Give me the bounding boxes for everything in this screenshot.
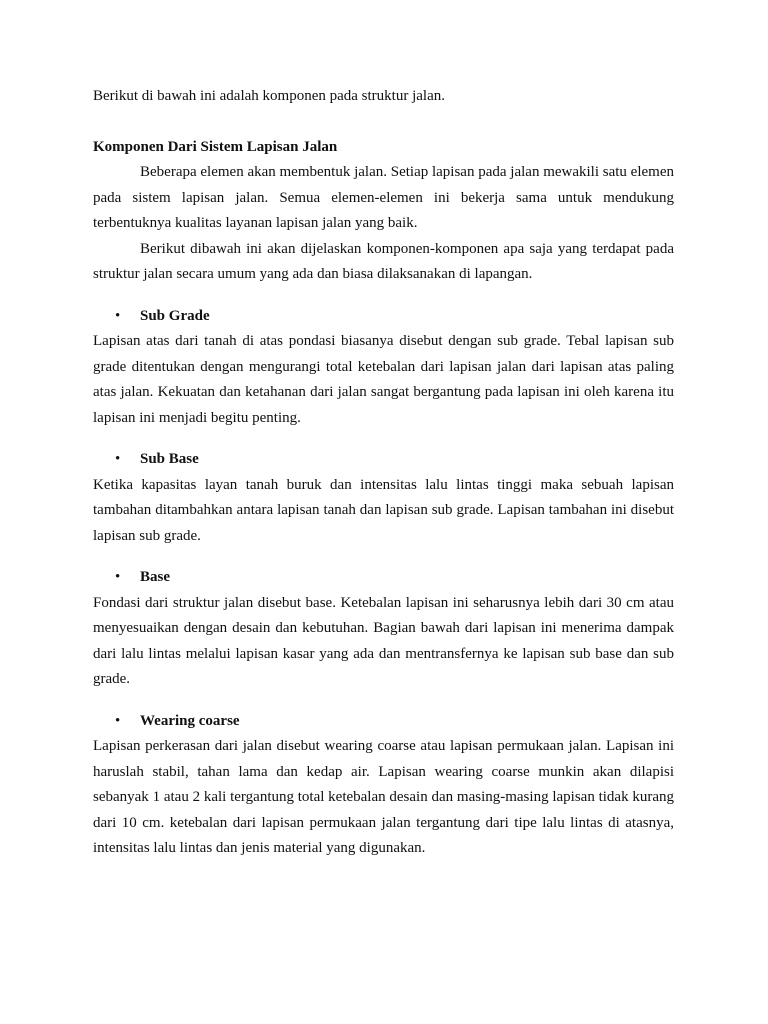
bullet-icon: •	[115, 451, 121, 467]
section-heading: Komponen Dari Sistem Lapisan Jalan	[93, 138, 338, 155]
section-body: Lapisan atas dari tanah di atas pondasi biasanya disebut dengan sub grade. Tebal lapisan sub grade ditentukan dengan mengurangi total ketebalan dari lapisan jalan dari lapisan atas paling atas jalan. Kekuatan dan ketahanan dari jalan sangat bergantung pada lapisan ini oleh karena itu lapisan ini menjadi begitu penting.	[93, 333, 674, 426]
section-body: Fondasi dari struktur jalan disebut base. Ketebalan lapisan ini seharusnya lebih dari 30 cm atau menyesuaikan dengan desain dan kebutuhan. Bagian bawah dari lapisan ini menerima dampak dari lalu lintas melalui lapisan kasar yang ada dan mentransfernya ke lapisan sub base dan sub grade.	[93, 594, 674, 687]
bullet-heading-sub-base	[93, 447, 674, 473]
bullet-heading-base	[93, 565, 674, 591]
paragraph: Berikut dibawah ini akan dijelaskan komponen-komponen apa saja yang terdapat pada struktur jalan secara umum yang ada dan biasa dilaksanakan di lapangan.	[93, 240, 674, 282]
bullet-icon: •	[115, 569, 121, 585]
bullet-icon: •	[115, 307, 121, 324]
bullet-title: Base	[140, 569, 170, 585]
bullet-title: Sub Grade	[140, 307, 210, 324]
bullet-heading-sub-grade	[93, 304, 674, 330]
section-body: Lapisan perkerasan dari jalan disebut wearing coarse atau lapisan permukaan jalan. Lapisan ini haruslah stabil, tahan lama dan kedap air. Lapisan wearing coarse munkin akan dilapisi sebanyak 1 atau 2 kali tergantung total ketebalan desain dan masing-masing lapisan tidak kurang dari 10 cm. ketebalan dari lapisan permukaan jalan tergantung dari tipe lalu lintas di atasnya, intensitas lalu lintas dan jenis material yang digunakan.	[93, 738, 674, 856]
bullet-title: Wearing coarse	[140, 712, 240, 729]
bullet-title: Sub Base	[140, 451, 199, 467]
intro-text: Berikut di bawah ini adalah komponen pada struktur jalan.	[93, 88, 445, 104]
paragraph: Beberapa elemen akan membentuk jalan. Setiap lapisan pada jalan mewakili satu elemen pada sistem lapisan jalan. Semua elemen-elemen ini bekerja sama untuk mendukung terbentuknya kualitas layanan lapisan jalan yang baik.	[93, 164, 674, 231]
document-content	[93, 84, 674, 862]
section-body: Ketika kapasitas layan tanah buruk dan intensitas lalu lintas tinggi maka sebuah lapisan tambahan ditambahkan antara lapisan tanah dan lapisan sub grade. Lapisan tambahan ini disebut lapisan sub grade.	[93, 476, 674, 544]
bullet-heading-wearing-coarse	[93, 709, 674, 735]
bullet-icon: •	[115, 712, 121, 729]
